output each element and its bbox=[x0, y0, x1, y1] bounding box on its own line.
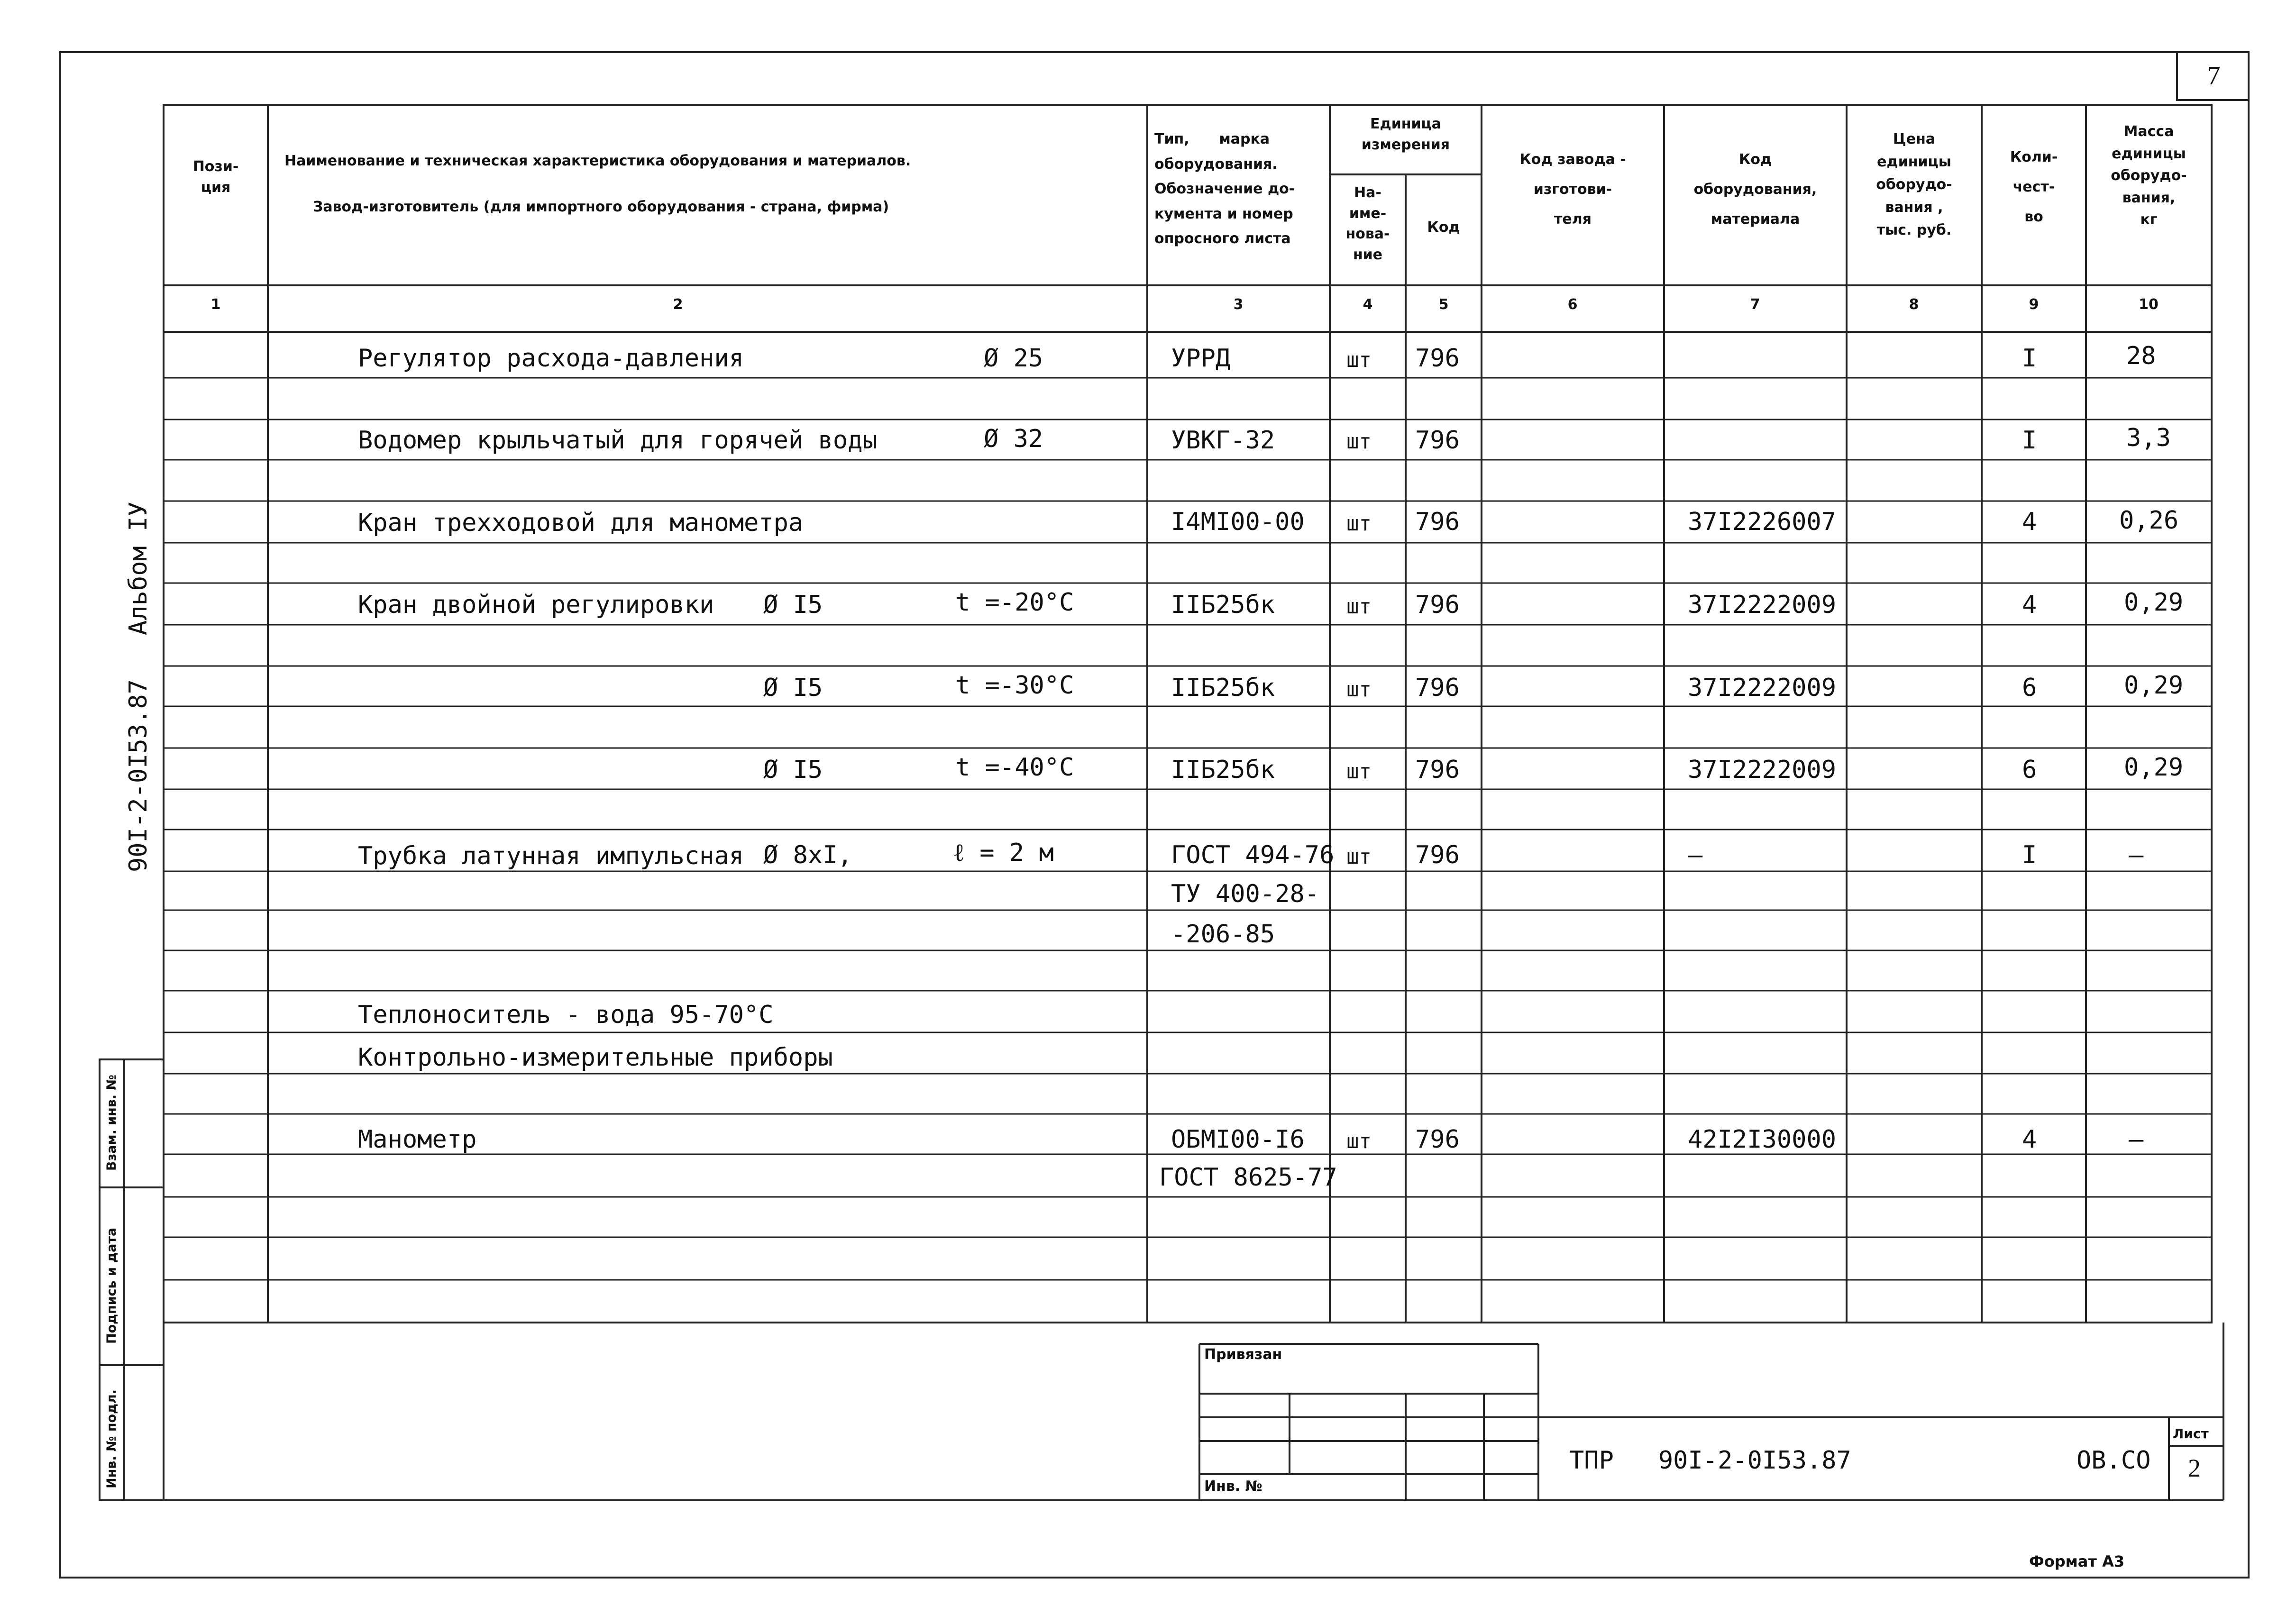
row-equipment-code: 42I2I30000 bbox=[1688, 1125, 1837, 1154]
row-qty: 4 bbox=[2022, 591, 2037, 619]
row-qty: I bbox=[2022, 344, 2037, 373]
row-name: Водомер крыльчатый для горячей воды bbox=[358, 426, 878, 455]
row-unit: шт bbox=[1346, 429, 1372, 454]
sheet-value: 2 bbox=[2188, 1454, 2201, 1482]
row-qty: 4 bbox=[2022, 508, 2037, 536]
row-code: 796 bbox=[1415, 1125, 1460, 1154]
row-unit: шт bbox=[1346, 594, 1372, 619]
colnum-2: 2 bbox=[673, 296, 683, 313]
album-label: Альбом IУ bbox=[124, 502, 153, 635]
header-name-line1: Наименование и техническая характеристика оборудования и материалов. bbox=[284, 153, 911, 169]
row-type: IIБ25бк bbox=[1171, 591, 1275, 619]
header-price: Цена единицы оборудо- вания , тыс. руб. bbox=[1876, 131, 1952, 238]
colnum-9: 9 bbox=[2029, 296, 2039, 313]
colnum-1: 1 bbox=[210, 296, 221, 313]
row-name: Трубка латунная импульсная bbox=[358, 842, 744, 870]
header-equipment-code: Код оборудования, материала bbox=[1693, 151, 1817, 228]
document-code: ОВ.СО bbox=[2076, 1446, 2151, 1475]
header-mass: Масса единицы оборудо- вания, кг bbox=[2111, 123, 2187, 228]
header-name-line2: Завод-изготовитель (для импортного оборудования - страна, фирма) bbox=[313, 199, 889, 215]
row-type: ОБМI00-I6 bbox=[1171, 1125, 1305, 1154]
row-equipment-code: 37I2222009 bbox=[1688, 674, 1837, 702]
row-type: УВКГ-32 bbox=[1171, 426, 1275, 455]
header-type: Тип, марка оборудования. Обозначение до- кумента и номер опросного листа bbox=[1154, 131, 1295, 247]
colnum-3: 3 bbox=[1233, 296, 1244, 313]
stamp-signature-date: Подпись и дата bbox=[104, 1227, 119, 1344]
type-extra-line: -206-85 bbox=[1171, 920, 1275, 949]
type-extra-line: ТУ 400-28- bbox=[1171, 880, 1320, 908]
header-quantity: Коли- чест- во bbox=[2010, 149, 2058, 225]
coolant-note: Теплоноситель - вода 95-70°C bbox=[358, 1001, 774, 1029]
colnum-5: 5 bbox=[1438, 296, 1449, 313]
row-temperature: t =-20°C bbox=[955, 588, 1074, 617]
instruments-heading: Контрольно-измерительные приборы bbox=[358, 1043, 833, 1072]
row-diameter: Ø 8xI, bbox=[763, 841, 852, 869]
document-designation: ТПР 90I-2-0I53.87 bbox=[1569, 1446, 1851, 1475]
row-diameter: Ø 32 bbox=[984, 425, 1043, 453]
row-mass: – bbox=[2129, 841, 2144, 869]
format-label: Формат А3 bbox=[2029, 1552, 2125, 1570]
row-mass: 28 bbox=[2126, 342, 2156, 370]
row-code: 796 bbox=[1415, 841, 1460, 869]
row-qty: 4 bbox=[2022, 1125, 2037, 1154]
row-mass: 0,29 bbox=[2124, 753, 2184, 782]
row-code: 796 bbox=[1415, 344, 1460, 373]
row-type: УРРД bbox=[1171, 344, 1231, 373]
header-position: Пози- ция bbox=[192, 158, 239, 196]
row-equipment-code: – bbox=[1688, 841, 1703, 869]
row-equipment-code: 37I2226007 bbox=[1688, 508, 1837, 536]
colnum-10: 10 bbox=[2139, 296, 2159, 313]
stamp-original-inv: Инв. № подл. bbox=[104, 1389, 119, 1488]
page-number: 7 bbox=[2176, 51, 2250, 101]
sheet-label: Лист bbox=[2173, 1426, 2209, 1442]
row-diameter: Ø I5 bbox=[763, 591, 823, 619]
row-type: I4МI00-00 bbox=[1171, 508, 1305, 536]
row-code: 796 bbox=[1415, 756, 1460, 784]
row-mass: – bbox=[2129, 1125, 2144, 1154]
row-diameter: Ø I5 bbox=[763, 756, 823, 784]
row-unit: шт bbox=[1346, 845, 1372, 869]
row-code: 796 bbox=[1415, 674, 1460, 702]
row-unit: шт bbox=[1346, 348, 1372, 372]
row-mass: 0,29 bbox=[2124, 588, 2184, 617]
row-type: IIБ25бк bbox=[1171, 756, 1275, 784]
colnum-4: 4 bbox=[1363, 296, 1373, 313]
row-type: ГОСТ 494-76 bbox=[1171, 841, 1335, 869]
row-qty: I bbox=[2022, 426, 2037, 455]
header-plant-code: Код завода - изготови- теля bbox=[1519, 151, 1626, 228]
row-code: 796 bbox=[1415, 591, 1460, 619]
row-temperature: t =-40°C bbox=[955, 753, 1074, 782]
row-code: 796 bbox=[1415, 426, 1460, 455]
row-name: Кран двойной регулировки bbox=[358, 591, 714, 619]
attached-label: Привязан bbox=[1204, 1346, 1282, 1363]
row-type: IIБ25бк bbox=[1171, 674, 1275, 702]
row-qty: 6 bbox=[2022, 756, 2037, 784]
row-name: Кран трехходовой для манометра bbox=[358, 509, 804, 537]
stamp-replaces-inv: Взам. инв. № bbox=[104, 1074, 119, 1171]
header-unit-name: На- име- нова- ние bbox=[1345, 184, 1390, 263]
row-unit: шт bbox=[1346, 759, 1372, 784]
row-qty: I bbox=[2022, 841, 2037, 869]
row-equipment-code: 37I2222009 bbox=[1688, 756, 1837, 784]
header-unit-group: Единица измерения bbox=[1361, 116, 1450, 153]
row-mass: 0,26 bbox=[2119, 506, 2179, 535]
row-temperature: t =-30°C bbox=[955, 671, 1074, 700]
row-unit: шт bbox=[1346, 677, 1372, 702]
row-equipment-code: 37I2222009 bbox=[1688, 591, 1837, 619]
colnum-7: 7 bbox=[1750, 296, 1760, 313]
row-name: Регулятор расхода-давления bbox=[358, 344, 744, 373]
row-temperature: ℓ = 2 м bbox=[953, 839, 1054, 867]
header-unit-code: Код bbox=[1427, 219, 1460, 236]
row-name: Манометр bbox=[358, 1125, 477, 1154]
row-mass: 3,3 bbox=[2126, 424, 2171, 452]
row-diameter: Ø 25 bbox=[984, 344, 1043, 373]
colnum-6: 6 bbox=[1567, 296, 1578, 313]
row-type-standard: ГОСТ 8625-77 bbox=[1159, 1163, 1337, 1192]
inventory-number-label: Инв. № bbox=[1204, 1478, 1262, 1495]
row-unit: шт bbox=[1346, 511, 1372, 536]
side-document-number: 90I-2-0I53.87 bbox=[124, 679, 153, 872]
row-qty: 6 bbox=[2022, 674, 2037, 702]
row-code: 796 bbox=[1415, 508, 1460, 536]
row-unit: шт bbox=[1346, 1129, 1372, 1153]
colnum-8: 8 bbox=[1909, 296, 1919, 313]
row-mass: 0,29 bbox=[2124, 671, 2184, 700]
row-diameter: Ø I5 bbox=[763, 674, 823, 702]
